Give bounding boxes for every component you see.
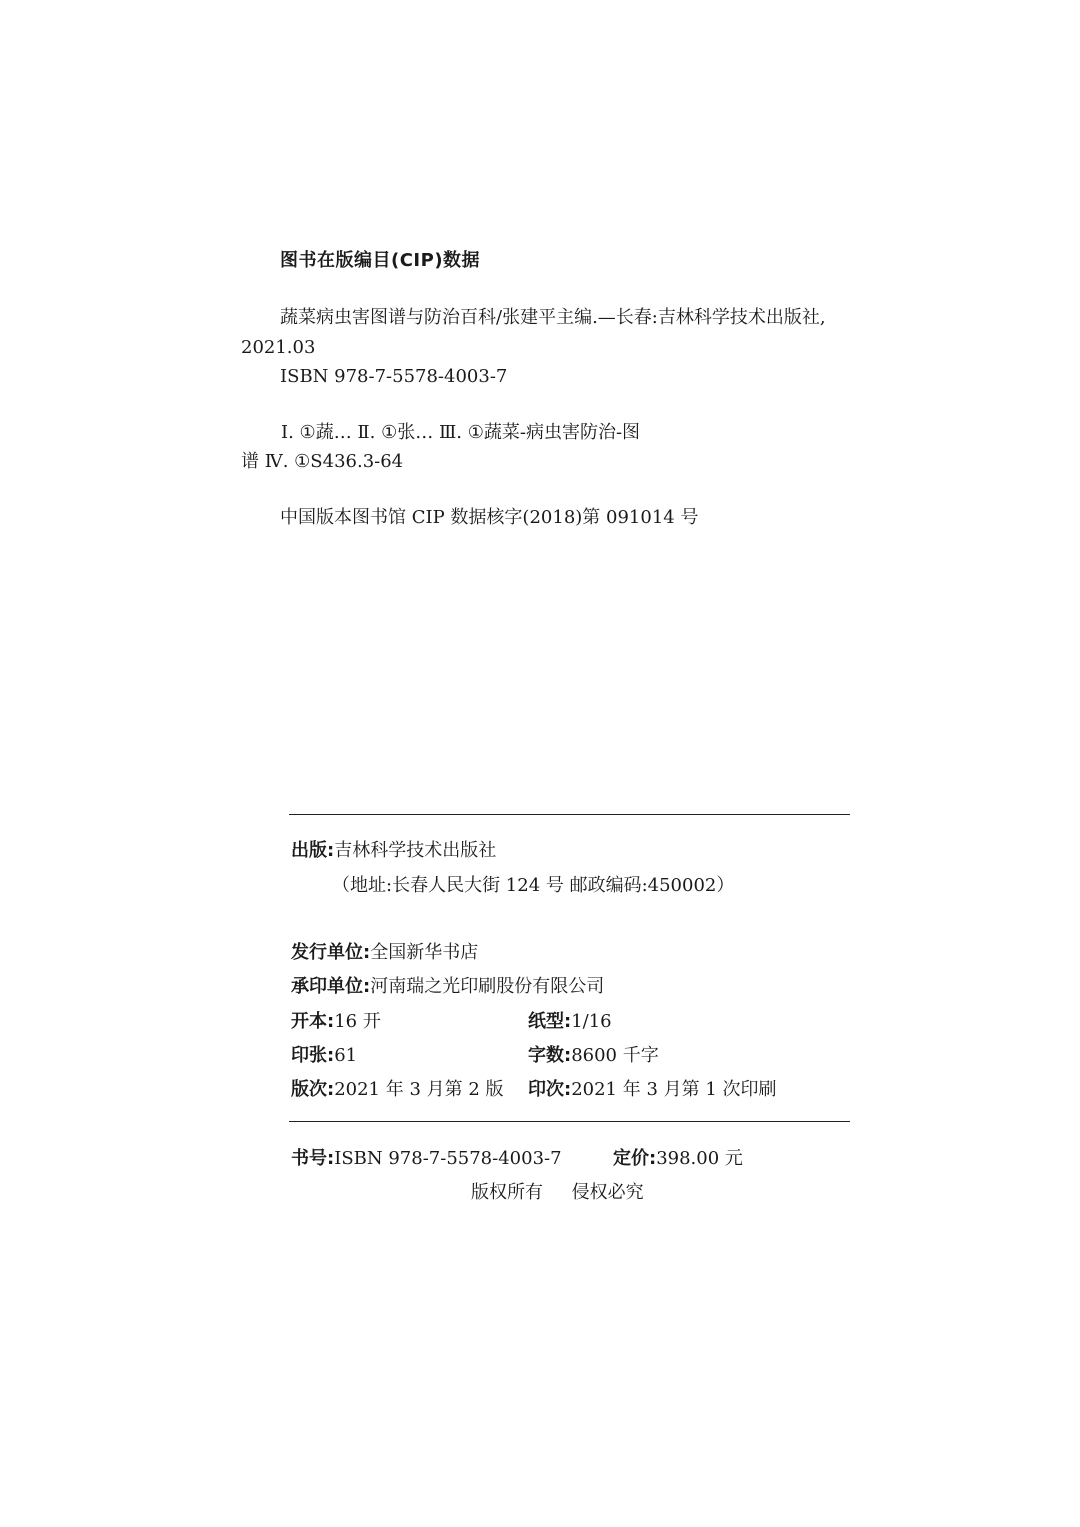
copyright-notice: 版权所有 侵权必究 [471, 1182, 644, 1203]
format-row [291, 1011, 381, 1033]
cip-subjects-line2: 谱 Ⅳ. ①S436.3-64 [241, 451, 404, 472]
sheets-row [291, 1045, 357, 1067]
cip-title-line: 蔬菜病虫害图谱与防治百科/张建平主编.—长春:吉林科学技术出版社, [280, 307, 826, 328]
format-value: 16 开 [334, 1011, 381, 1032]
words-label: 字数: [528, 1045, 572, 1066]
cip-subjects-line1: Ⅰ. ①蔬… Ⅱ. ①张… Ⅲ. ①蔬菜-病虫害防治-图 [281, 422, 641, 443]
edition-value: 2021 年 3 月第 2 版 [334, 1079, 504, 1100]
printer-row [291, 976, 604, 998]
sheets-label: 印张: [291, 1045, 335, 1066]
printing-label: 印次: [528, 1079, 572, 1100]
paper-row [528, 1011, 612, 1033]
printing-row [528, 1079, 777, 1101]
edition-row [291, 1079, 504, 1101]
publisher-row [291, 840, 496, 862]
paper-label: 纸型: [528, 1011, 572, 1032]
distributor-value: 全国新华书店 [370, 942, 479, 963]
words-row [528, 1045, 659, 1067]
book-number-value: ISBN 978-7-5578-4003-7 [334, 1148, 562, 1169]
price-row [613, 1148, 743, 1170]
publisher-value: 吉林科学技术出版社 [334, 840, 497, 861]
cip-number: 中国版本图书馆 CIP 数据核字(2018)第 091014 号 [280, 507, 699, 528]
book-number-label: 书号: [291, 1148, 335, 1169]
distributor-row [291, 942, 478, 964]
paper-value: 1/16 [571, 1011, 612, 1032]
format-label: 开本: [291, 1011, 335, 1032]
cip-isbn: ISBN 978-7-5578-4003-7 [280, 366, 508, 387]
edition-label: 版次: [291, 1079, 335, 1100]
price-label: 定价: [613, 1148, 657, 1169]
printing-value: 2021 年 3 月第 1 次印刷 [571, 1079, 777, 1100]
publisher-address: （地址:长春人民大街 124 号 邮政编码:450002） [332, 875, 735, 896]
words-value: 8600 千字 [571, 1045, 659, 1066]
printer-value: 河南瑞之光印刷股份有限公司 [370, 976, 605, 997]
sheets-value: 61 [334, 1045, 358, 1066]
bottom-divider [289, 1121, 850, 1122]
cip-year: 2021.03 [241, 337, 316, 358]
top-divider [289, 814, 850, 815]
cip-heading: 图书在版编目(CIP)数据 [280, 250, 481, 271]
publisher-label: 出版: [291, 840, 335, 861]
distributor-label: 发行单位: [291, 942, 371, 963]
book-number-row [291, 1148, 562, 1170]
price-value: 398.00 元 [656, 1148, 743, 1169]
printer-label: 承印单位: [291, 976, 371, 997]
